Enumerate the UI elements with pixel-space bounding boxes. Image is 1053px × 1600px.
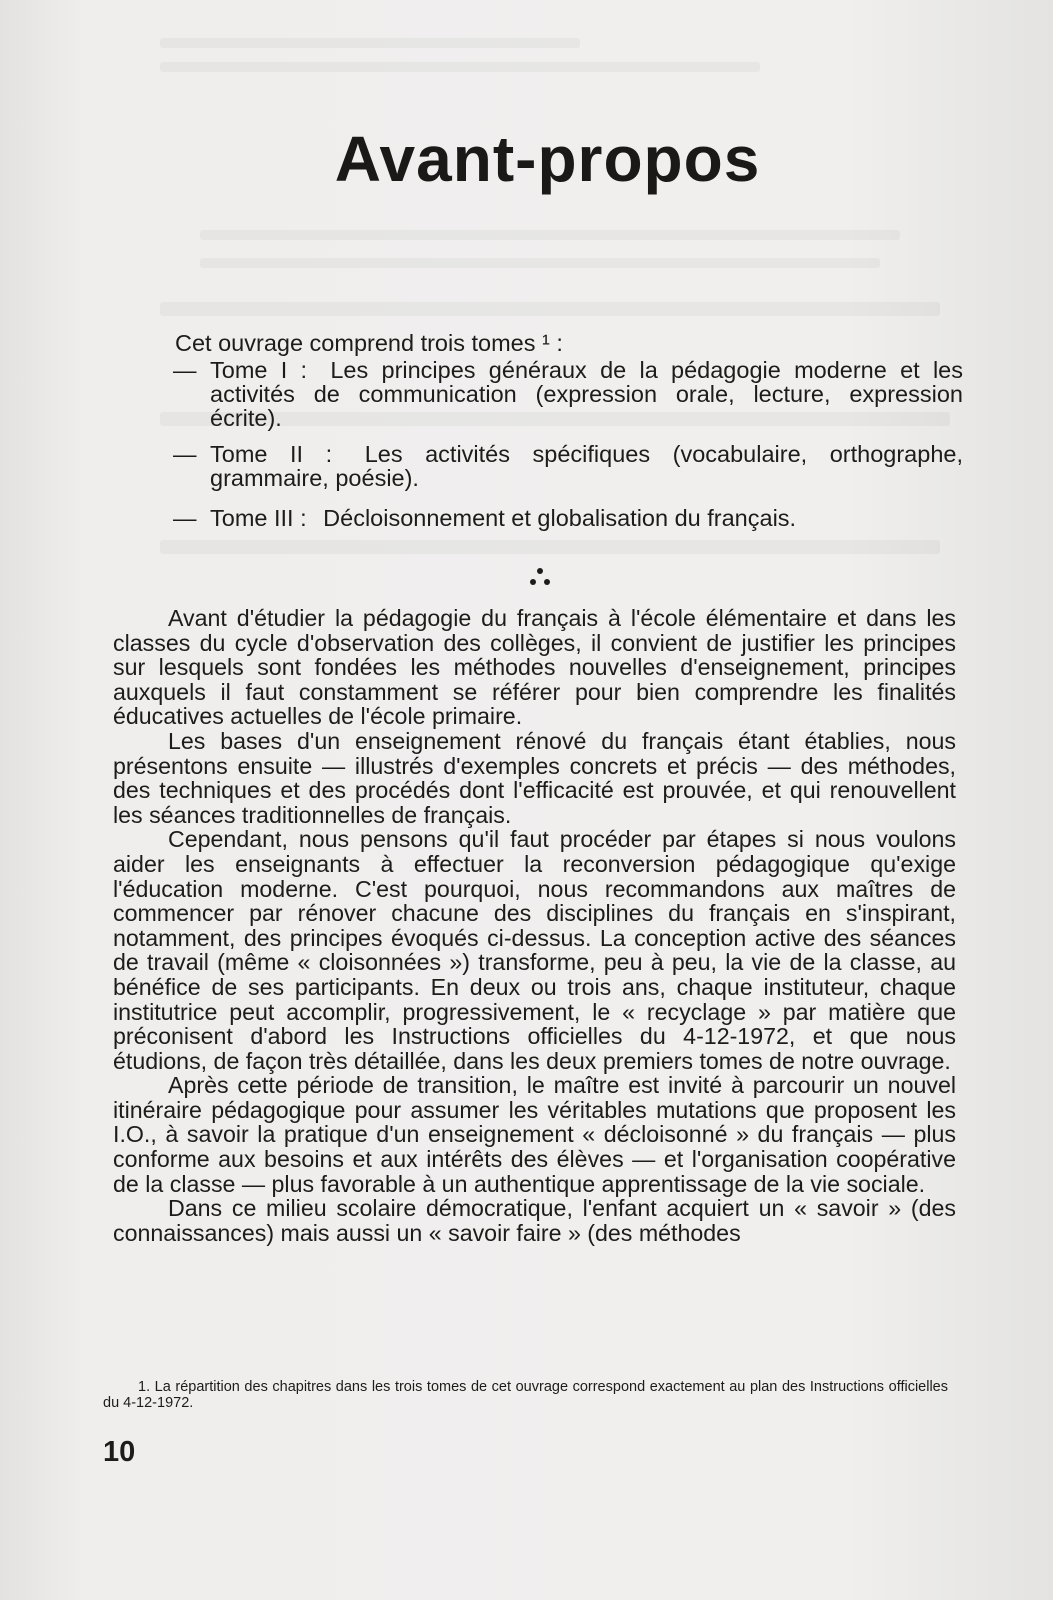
tome-2-item bbox=[173, 442, 963, 490]
tome-1-description: Les principes généraux de la pédagogie moderne et les activités de communication (expression orale, lecture, expression écrite). bbox=[210, 357, 963, 431]
paragraph-1: Avant d'étudier la pédagogie du français à l'école élémentaire et dans les classes du cycle d'observation des collèges, il convient de justifier les principes sur lesquels sont fondées les méthodes nouvelles d'enseignement, principes auxquels il faut constamment se référer pour bien comprendre les finalités éducatives actuelles de l'école primaire. bbox=[113, 605, 956, 730]
tome-2-label: Tome II : bbox=[210, 441, 333, 467]
tome-1-dash: — bbox=[173, 357, 197, 383]
tome-3-dash: — bbox=[173, 505, 197, 531]
body-text bbox=[113, 606, 956, 1245]
tome-1-item bbox=[173, 358, 963, 430]
paragraph-2: Les bases d'un enseignement rénové du français étant établies, nous présentons ensuite — illustrés d'exemples concrets et précis — des méthodes, des techniques et des procédés dont l'efficacité est prouvée, et qui renouvellent les séances traditionnelles de français. bbox=[113, 727, 956, 828]
tome-3-item bbox=[173, 506, 963, 530]
footnote-text: 1. La répartition des chapitres dans les trois tomes de cet ouvrage correspond exactement au plan des Instructions officielles du 4-12-1972. bbox=[103, 1379, 948, 1411]
tome-2-description: Les activités spécifiques (vocabulaire, orthographe, grammaire, poésie). bbox=[210, 441, 963, 491]
tome-1-text bbox=[173, 358, 963, 430]
asterism-separator bbox=[528, 568, 558, 588]
paragraph-3: Cependant, nous pensons qu'il faut procéder par étapes si nous voulons aider les enseignants à effectuer la reconversion pédagogique qu'exige l'éducation moderne. C'est pourquoi, nous recommandons aux maîtres de commencer par rénover chacune des disciplines du français en s'inspirant, notamment, des principes évoqués ci-dessus. La conception active des séances de travail (même « cloisonnées ») transforme, peu à peu, la vie de la classe, au bénéfice de ses participants. En deux ou trois ans, chaque instituteur, chaque institutrice peut accomplir, progressivement, le « recyclage » par matière que préconisent d'abord les Instructions officielles du 4-12-1972, et que nous étudions, de façon très détaillée, dans les deux premiers tomes de notre ouvrage. bbox=[113, 826, 956, 1074]
paragraph-4: Après cette période de transition, le maître est invité à parcourir un nouvel itinéraire pédagogique pour assumer les véritables mutations que proposent les I.O., à savoir la pratique d'un enseignement « décloisonné » du français — plus conforme aux besoins et aux intérêts des élèves — et l'organisation coopérative de la classe — plus favorable à un authentique apprentissage de la vie sociale. bbox=[113, 1072, 956, 1197]
footnote bbox=[103, 1379, 948, 1411]
tome-3-description: Décloisonnement et globalisation du français. bbox=[323, 505, 797, 531]
tome-3-text bbox=[173, 506, 963, 530]
tome-2-dash: — bbox=[173, 441, 197, 467]
intro-line: Cet ouvrage comprend trois tomes ¹ : bbox=[175, 330, 563, 356]
tome-1-label: Tome I : bbox=[210, 357, 308, 383]
paragraph-5: Dans ce milieu scolaire démocratique, l'enfant acquiert un « savoir » (des connaissances) mais aussi un « savoir faire » (des méthodes bbox=[113, 1195, 956, 1246]
page-title: Avant-propos bbox=[334, 123, 761, 195]
tome-2-text bbox=[173, 442, 963, 490]
tome-3-label: Tome III : bbox=[210, 505, 307, 531]
page-number: 10 bbox=[103, 1436, 136, 1468]
